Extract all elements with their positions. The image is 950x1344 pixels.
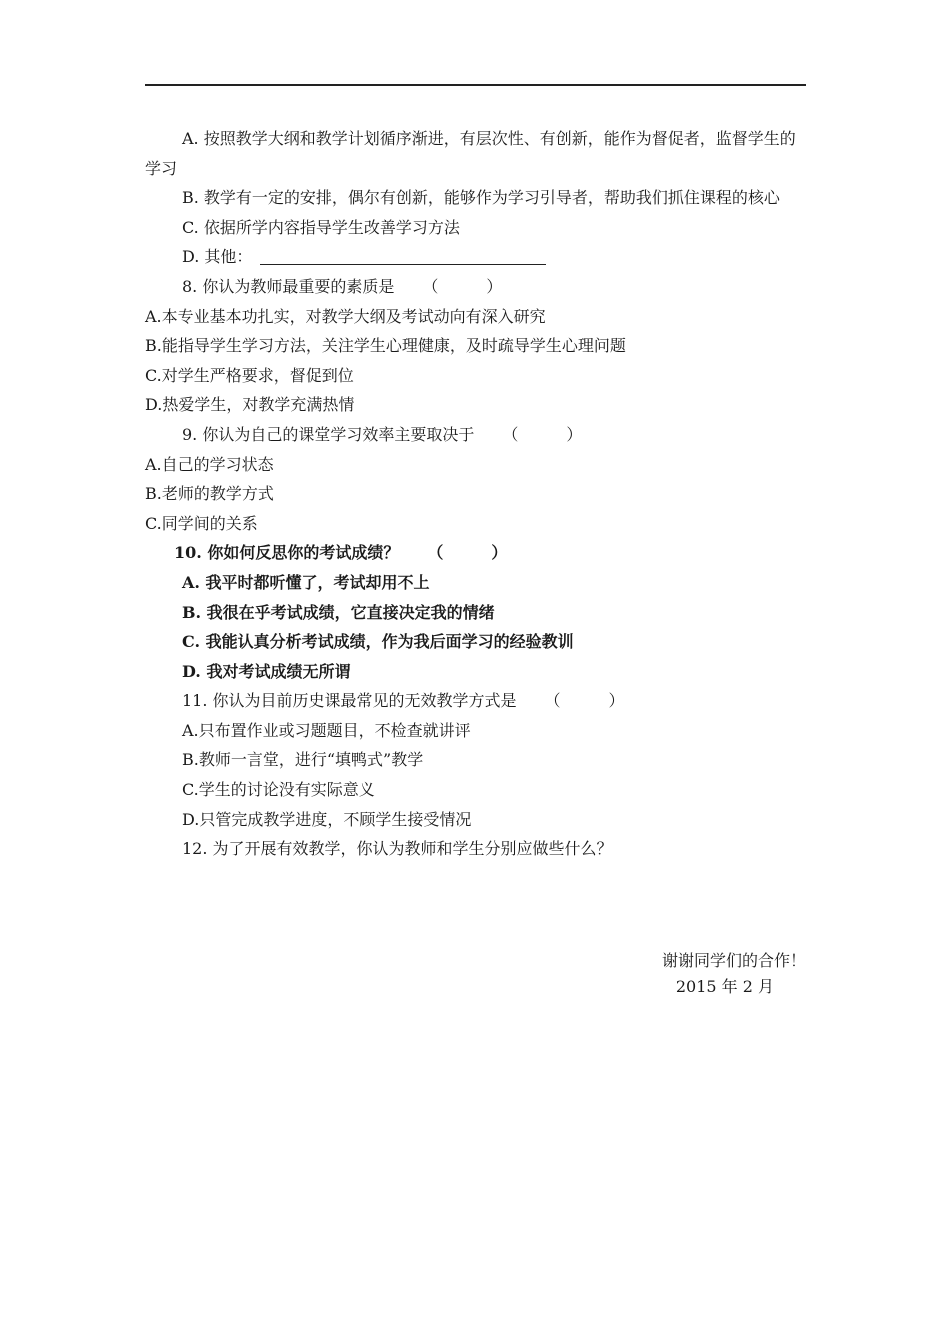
q9-option-a: A.自己的学习状态 [145, 454, 274, 474]
q11-option-b: B.教师一言堂，进行“填鸭式”教学 [182, 750, 424, 770]
q9-answer-parens[interactable]: （ ） [502, 424, 583, 444]
q11-answer-parens[interactable]: （ ） [544, 691, 625, 711]
q7-option-a: A. 按照教学大纲和教学计划循序渐进，有层次性、有创新，能作为督促者，监督学生的学习 [145, 129, 796, 178]
q9-option-c: C.同学间的关系 [145, 513, 258, 533]
q10-option-c: C. 我能认真分析考试成绩，作为我后面学习的经验教训 [182, 632, 574, 652]
q9-option-b: B.老师的教学方式 [145, 484, 274, 504]
header-rule [145, 84, 806, 86]
q10-answer-parens[interactable]: （ ） [427, 543, 508, 563]
q8-option-b: B.能指导学生学习方法，关注学生心理健康，及时疏导学生心理问题 [145, 336, 626, 356]
q8-option-d: D.热爱学生，对教学充满热情 [145, 395, 355, 415]
q10-option-a: A. 我平时都听懂了，考试却用不上 [182, 572, 430, 592]
q11-option-d: D.只管完成教学进度，不顾学生接受情况 [182, 809, 472, 829]
q7-option-d [145, 242, 806, 272]
q7-option-c: C. 依据所学内容指导学生改善学习方法 [182, 217, 460, 237]
q8-answer-parens[interactable]: （ ） [422, 276, 503, 296]
q11-question [145, 686, 806, 716]
q12-question: 12. 为了开展有效教学，你认为教师和学生分别应做些什么？ [182, 839, 613, 859]
q8-question [145, 272, 806, 302]
q7-option-d-label: D. 其他： [182, 247, 253, 267]
q11-option-c: C.学生的讨论没有实际意义 [182, 780, 375, 800]
q11-question-text: 11. 你认为目前历史课最常见的无效教学方式是 [182, 691, 517, 711]
q10-option-d: D. 我对考试成绩无所谓 [182, 661, 351, 681]
q7-option-b: B. 教学有一定的安排，偶尔有创新，能够作为学习引导者，帮助我们抓住课程的核心 [182, 188, 780, 208]
thanks-note: 谢谢同学们的合作！ [661, 951, 806, 970]
q8-option-a: A.本专业基本功扎实，对教学大纲及考试动向有深入研究 [145, 306, 546, 326]
q11-option-a: A.只布置作业或习题题目，不检查就讲评 [182, 720, 471, 740]
q8-question-text: 8. 你认为教师最重要的素质是 [182, 276, 395, 296]
q10-option-b: B. 我很在乎考试成绩，它直接决定我的情绪 [182, 602, 495, 622]
q9-question-text: 9. 你认为自己的课堂学习效率主要取决于 [182, 424, 475, 444]
questionnaire-body [145, 124, 806, 864]
closing-block [560, 948, 806, 1000]
other-answer-blank[interactable] [260, 248, 546, 265]
q8-option-c: C.对学生严格要求，督促到位 [145, 365, 354, 385]
survey-date: 2015 年 2 月 [675, 977, 774, 996]
q9-question [145, 420, 806, 450]
q10-question [145, 538, 806, 568]
q10-question-text: 10. 你如何反思你的考试成绩？ [174, 543, 400, 563]
